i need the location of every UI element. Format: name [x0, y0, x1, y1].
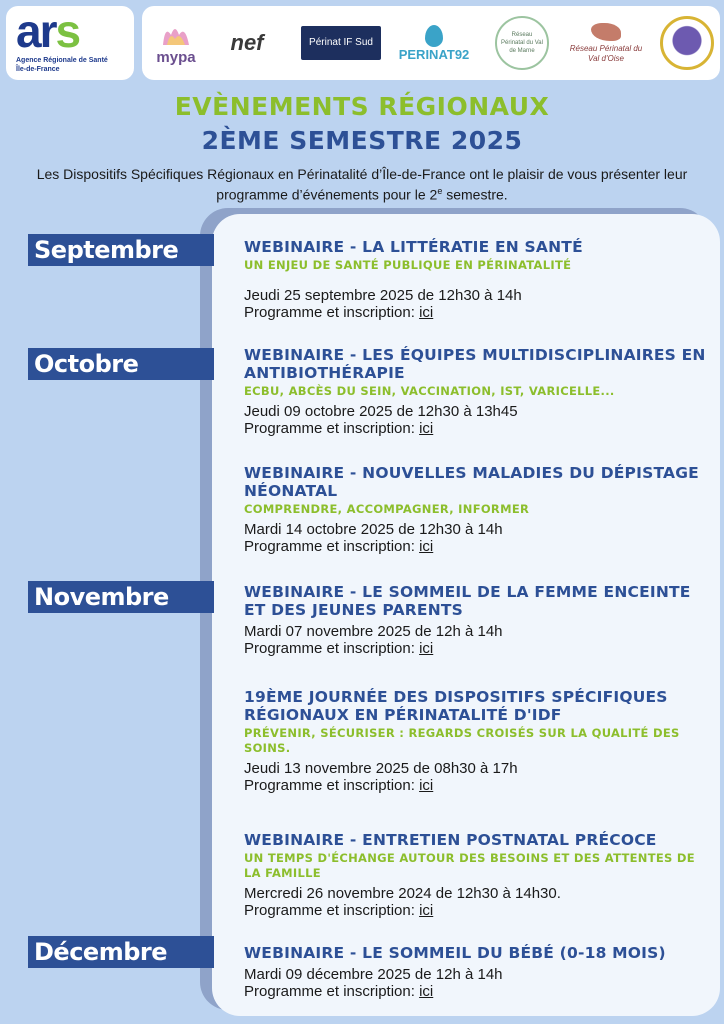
- month-october: Octobre: [28, 348, 214, 380]
- drop-icon: [425, 25, 443, 47]
- stork-icon: [591, 23, 621, 41]
- event-title: WEBINAIRE - ENTRETIEN POSTNATAL PRÉCOCE: [244, 831, 657, 849]
- month-november: Novembre: [28, 581, 214, 613]
- registration-link[interactable]: ici: [419, 538, 434, 555]
- mother-child-icon: [660, 16, 714, 70]
- ars-logo: [6, 6, 134, 80]
- event-item: [244, 464, 714, 555]
- registration-link[interactable]: ici: [419, 902, 434, 919]
- event-title: WEBINAIRE - NOUVELLES MALADIES DU DÉPISTAGE NÉONATAL: [244, 464, 699, 500]
- event-item: [244, 688, 714, 794]
- event-registration: Programme et inscription: ici: [244, 420, 434, 437]
- event-registration: Programme et inscription: ici: [244, 902, 434, 919]
- network-round-logo: [658, 14, 716, 72]
- event-date: Jeudi 25 septembre 2025 de 12h30 à 14h: [244, 287, 522, 304]
- event-subtitle: PRÉVENIR, SÉCURISER : REGARDS CROISÉS SUR LA QUALITÉ DES SOINS.: [244, 726, 680, 755]
- page-title: EVÈNEMENTS RÉGIONAUX: [174, 92, 550, 121]
- perinat92-logo: PERINAT92: [398, 14, 470, 72]
- ars-logo-subtitle: Agence Régionale de Santé Île-de-France: [16, 57, 108, 73]
- registration-link[interactable]: ici: [419, 777, 434, 794]
- partner-logos: [142, 6, 720, 80]
- ars-logo-word: ars: [16, 5, 80, 57]
- registration-link[interactable]: ici: [419, 983, 434, 1000]
- event-registration: Programme et inscription: ici: [244, 777, 434, 794]
- event-item: [244, 831, 714, 919]
- event-date: Mardi 09 décembre 2025 de 12h à 14h: [244, 966, 503, 983]
- mypa-icon: [159, 21, 193, 47]
- event-registration: Programme et inscription: ici: [244, 983, 434, 1000]
- registration-link[interactable]: ici: [419, 420, 434, 437]
- event-title: 19ÈME JOURNÉE DES DISPOSITIFS SPÉCIFIQUES RÉGIONAUX EN PÉRINATALITÉ D'IDF: [244, 688, 668, 724]
- event-subtitle: ECBU, ABCÈS DU SEIN, VACCINATION, IST, VARICELLE...: [244, 384, 615, 398]
- event-title: WEBINAIRE - LA LITTÉRATIE EN SANTÉ: [244, 238, 583, 256]
- event-registration: Programme et inscription: ici: [244, 538, 434, 555]
- month-december: Décembre: [28, 936, 214, 968]
- valmarne-logo: Réseau Périnatal du Val de Marne: [492, 14, 552, 72]
- perinat-sud-logo: Périnat IF Sud: [300, 14, 382, 72]
- page-subtitle: 2ÈME SEMESTRE 2025: [201, 126, 523, 155]
- event-date: Mercredi 26 novembre 2024 de 12h30 à 14h30.: [244, 885, 561, 902]
- event-item: [244, 583, 714, 657]
- event-registration: Programme et inscription: ici: [244, 304, 434, 321]
- registration-link[interactable]: ici: [419, 304, 434, 321]
- event-title: WEBINAIRE - LE SOMMEIL DU BÉBÉ (0-18 MOIS): [244, 944, 666, 962]
- registration-link[interactable]: ici: [419, 640, 434, 657]
- event-subtitle: UN ENJEU DE SANTÉ PUBLIQUE EN PÉRINATALITÉ: [244, 258, 572, 272]
- event-date: Mardi 07 novembre 2025 de 12h à 14h: [244, 623, 503, 640]
- valoise-logo: Réseau Périnatal du Val d'Oise: [568, 14, 644, 72]
- event-item: [244, 238, 714, 321]
- event-date: Jeudi 13 novembre 2025 de 08h30 à 17h: [244, 760, 518, 777]
- event-item: [244, 346, 714, 437]
- event-registration: Programme et inscription: ici: [244, 640, 434, 657]
- event-date: Mardi 14 octobre 2025 de 12h30 à 14h: [244, 521, 503, 538]
- event-title: WEBINAIRE - LES ÉQUIPES MULTIDISCIPLINAIRES EN ANTIBIOTHÉRAPIE: [244, 346, 706, 382]
- event-title: WEBINAIRE - LE SOMMEIL DE LA FEMME ENCEINTE ET DES JEUNES PARENTS: [244, 583, 691, 619]
- nef-logo: nef: [230, 30, 264, 55]
- event-subtitle: COMPRENDRE, ACCOMPAGNER, INFORMER: [244, 502, 530, 516]
- logo-bar: [0, 0, 724, 88]
- event-item: [244, 944, 714, 1000]
- mypa-logo: mypa: [148, 14, 204, 72]
- event-date: Jeudi 09 octobre 2025 de 12h30 à 13h45: [244, 403, 518, 420]
- month-september: Septembre: [28, 234, 214, 266]
- event-subtitle: UN TEMPS D'ÉCHANGE AUTOUR DES BESOINS ET DES ATTENTES DE LA FAMILLE: [244, 851, 695, 880]
- intro-text: Les Dispositifs Spécifiques Régionaux en Périnatalité d’Île-de-France ont le plaisir de vous présenter leur programme d’événements pour le 2e semestre.: [36, 166, 688, 203]
